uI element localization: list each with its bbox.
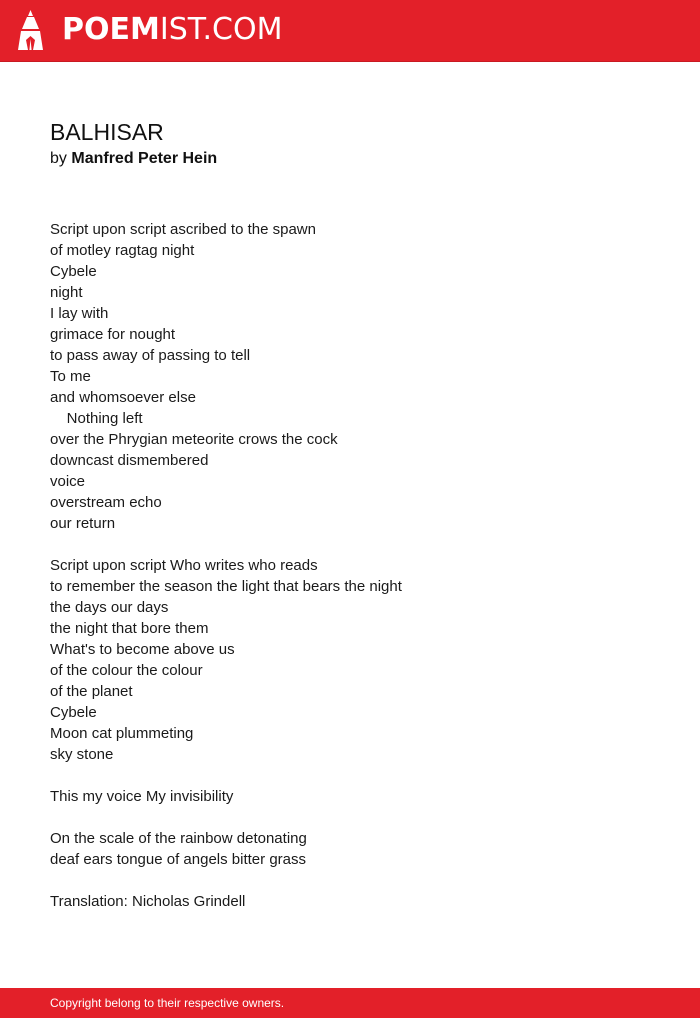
poem-line: night: [50, 284, 83, 301]
site-logo-text: [62, 12, 282, 48]
poem-line: [50, 870, 650, 891]
poem-title: BALHISAR: [50, 119, 164, 145]
poem-line: [50, 807, 650, 828]
byline: [50, 149, 217, 169]
poem-line: overstream echo: [50, 494, 162, 511]
poem-line: deaf ears tongue of angels bitter grass: [50, 851, 306, 868]
poem-line: sky stone: [50, 746, 114, 763]
poem-body: [50, 219, 650, 912]
poem-line: to pass away of passing to tell: [50, 347, 251, 364]
poem-line: What's to become above us: [50, 641, 235, 658]
logo-bold-text: POEM: [62, 12, 160, 47]
poem-line: [50, 765, 650, 786]
poem-line: the days our days: [50, 599, 169, 616]
poem-line: over the Phrygian meteorite crows the cock: [50, 431, 338, 448]
poem-line: Moon cat plummeting: [50, 725, 194, 742]
poem-line: I lay with: [50, 305, 109, 322]
poem-line: of the planet: [50, 683, 133, 700]
poem-line: Cybele: [50, 263, 97, 280]
poem-line: voice: [50, 473, 86, 490]
poem-line: of motley ragtag night: [50, 242, 195, 259]
poem-line: Cybele: [50, 704, 97, 721]
poem-line: Script upon script ascribed to the spawn: [50, 221, 316, 238]
poem-line: Script upon script Who writes who reads: [50, 557, 318, 574]
poem-line: Nothing left: [50, 410, 143, 427]
poem-line: and whomsoever else: [50, 389, 196, 406]
site-header: [0, 0, 700, 62]
poem-line: our return: [50, 515, 116, 532]
poem-line: [50, 534, 650, 555]
poem-line: to remember the season the light that bears the night: [50, 578, 402, 595]
poem-line: Translation: Nicholas Grindell: [50, 893, 246, 910]
poem-line: of the colour the colour: [50, 662, 203, 679]
poem-line: This my voice My invisibility: [50, 788, 234, 805]
by-label: by: [50, 150, 67, 167]
poem-line: the night that bore them: [50, 620, 209, 637]
author-name: Manfred Peter Hein: [71, 150, 218, 167]
pen-nib-icon: [17, 10, 44, 51]
copyright-text: Copyright belong to their respective owners.: [50, 996, 285, 1010]
site-footer: [0, 988, 700, 1018]
poem-line: downcast dismembered: [50, 452, 209, 469]
logo-rest-text: IST.COM: [159, 12, 283, 47]
poem-line: On the scale of the rainbow detonating: [50, 830, 307, 847]
poem-line: To me: [50, 368, 91, 385]
poem-line: grimace for nought: [50, 326, 176, 343]
